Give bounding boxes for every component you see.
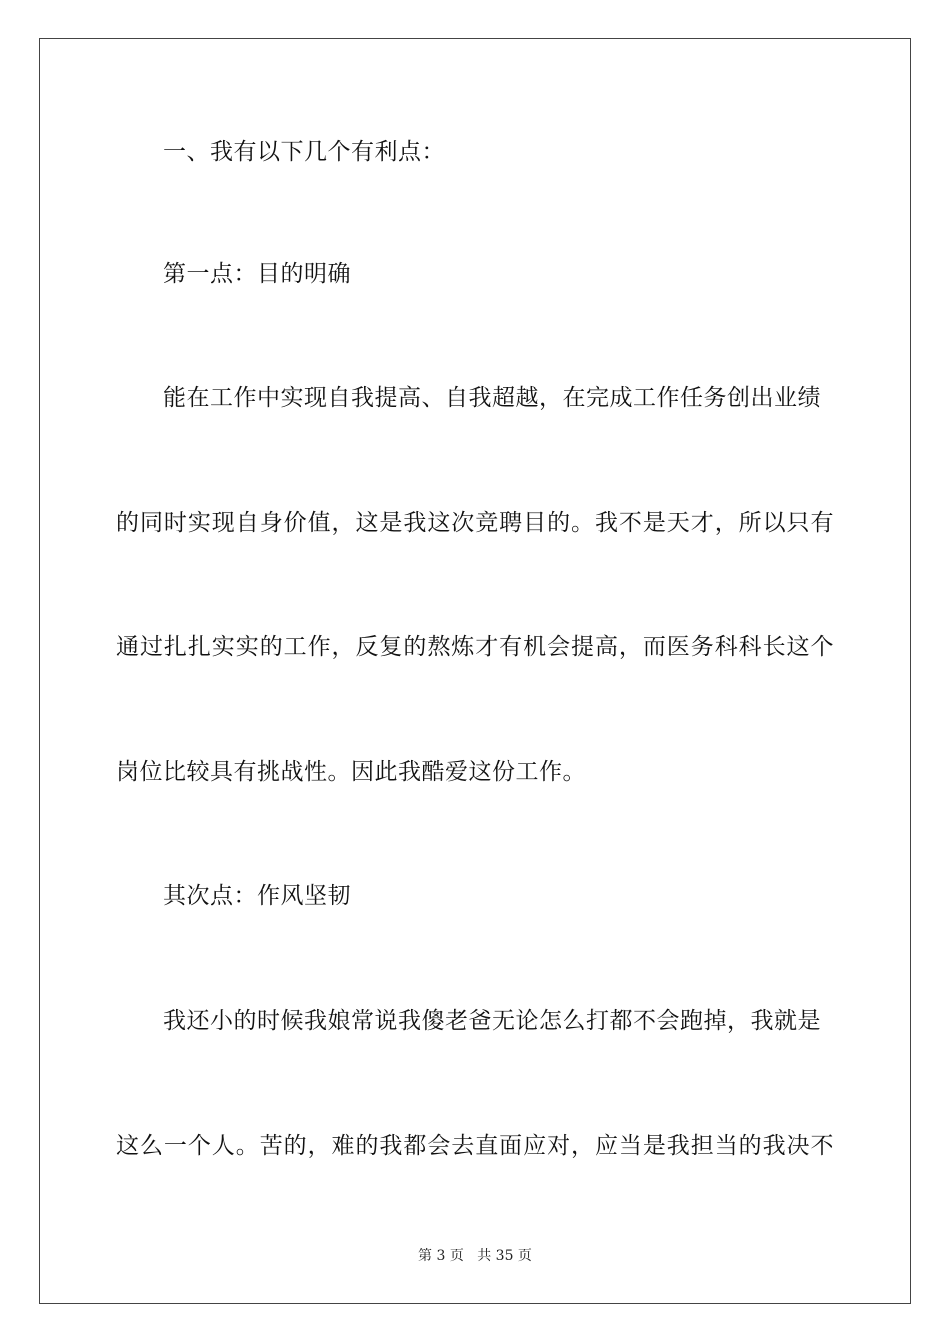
- paragraph-line: 通过扎扎实实的工作，反复的熬炼才有机会提高，而医务科科长这个: [116, 634, 834, 660]
- total-pages: 共 35 页: [477, 1248, 532, 1264]
- paragraph-line: 岗位比较具有挑战性。因此我酷爱这份工作。: [116, 759, 586, 785]
- paragraph-line: 这么一个人。苦的，难的我都会去直面应对，应当是我担当的我决不: [116, 1133, 834, 1159]
- page-border: [39, 38, 911, 1304]
- paragraph-line: 能在工作中实现自我提高、自我超越，在完成工作任务创出业绩: [163, 385, 821, 411]
- page-number: 第 3 页: [418, 1248, 464, 1264]
- point-one-title: 第一点：目的明确: [163, 261, 351, 287]
- point-two-title: 其次点：作风坚韧: [163, 883, 351, 909]
- paragraph-line: 我还小的时候我娘常说我傻老爸无论怎么打都不会跑掉，我就是: [163, 1008, 821, 1034]
- section-heading: 一、我有以下几个有利点：: [163, 139, 445, 165]
- paragraph-line: 的同时实现自身价值，这是我这次竞聘目的。我不是天才，所以只有: [116, 510, 834, 536]
- page-footer: [0, 1246, 950, 1266]
